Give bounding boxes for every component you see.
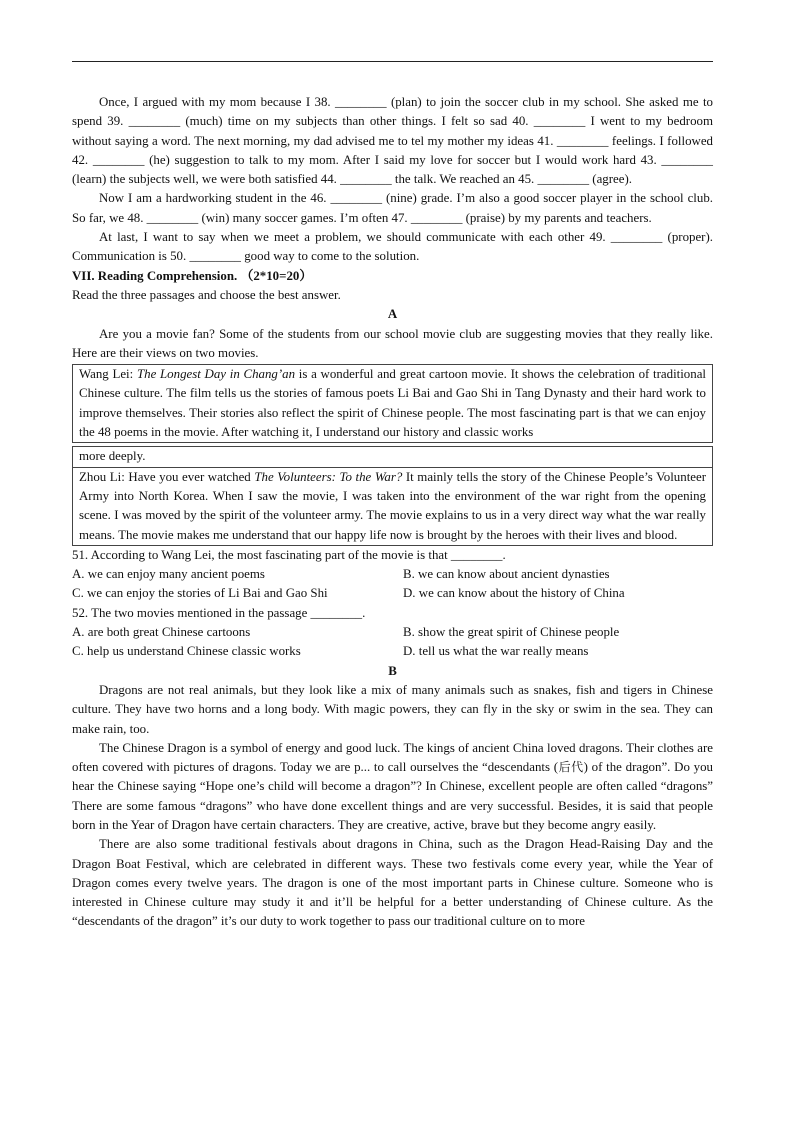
question-52-option-d: D. tell us what the war really means — [403, 644, 589, 659]
question-51-option-a: A. we can enjoy many ancient poems — [72, 567, 265, 582]
question-52-stem: 52. The two movies mentioned in the passage ________. — [72, 605, 366, 620]
zhou-li-review — [79, 468, 706, 545]
wang-lei-movie-title: The Longest Day in Chang’an — [136, 367, 296, 382]
passage-b-paragraph-2-start: The Chinese Dragon is a symbol of energy and good luck. The kings of ancient China loved dragons. Their clothes are often covered with pictures of dragons. Today we are p... to call ourselves the “descendants ( — [72, 740, 713, 775]
question-51-options-row-2 — [72, 584, 713, 603]
question-52-option-c: C. help us understand Chinese classic works — [72, 644, 301, 659]
passage-b-paragraph-2 — [72, 739, 713, 835]
passage-b-paragraph-2-end: ) of the dragon”. Do you hear the Chinese saying “Hope one’s child will become a dragon”? In Chinese, excellent people are often called “dragons” There are some famous “dragons” who have done excellent things and are very successful. Besides, it is said that people born in the Year of Dragon have certain characters. They are creative, active, brave but they become angry easily. — [72, 760, 713, 832]
question-51-stem: 51. According to Wang Lei, the most fascinating part of the movie is that ________. — [72, 547, 506, 562]
question-51-option-c: C. we can enjoy the stories of Li Bai and Gao Shi — [72, 586, 328, 601]
cloze-paragraph-3: At last, I want to say when we meet a problem, we should communicate with each other 49. ________ (proper). Communication is 50. ________ good way to come to the solution. — [72, 230, 713, 264]
zhou-li-movie-title: The Volunteers: To the War? — [254, 469, 403, 484]
question-52-option-b: B. show the great spirit of Chinese people — [403, 625, 620, 640]
wang-lei-continuation: more deeply. — [73, 447, 712, 467]
question-51-option-b: B. we can know about ancient dynasties — [403, 567, 610, 582]
question-51-option-d: D. we can know about the history of China — [403, 586, 625, 601]
header-rule — [72, 61, 713, 62]
section-instruction: Read the three passages and choose the best answer. — [72, 287, 341, 302]
cloze-paragraph-1: Once, I argued with my mom because I 38. ________ (plan) to join the soccer club in my school. She asked me to spend 39. ________ (much) time on my subjects than other things. I felt so sad 40. ________ I went to my bedroom without saying a word. The next morning, my dad advised me to tel my mother my ideas 41. ________ feelings. I followed 42. ________ (he) suggestion to talk to my mom. After I said my love for soccer but I would work hard 43. ________ (learn) the subjects well, we were both satisfied 44. ________ the talk. We reached an 45. ________ (agree). — [72, 95, 713, 187]
wang-lei-box — [72, 364, 713, 443]
section-heading: VII. Reading Comprehension. （2*10=20） — [72, 268, 313, 283]
question-52-options-row-1 — [72, 623, 713, 642]
wang-lei-text: is a wonderful and great cartoon movie. It shows the celebration of traditional Chinese culture. The film tells us the stories of famous poets Li Bai and Gao Shi in Tang Dynasty and their hard work to improve themselves. Their stories also reflect the spirit of Chinese people. The most fascinating part is that we can enjoy the 48 poems in the movie. After watching it, I understand our history and classic works — [79, 367, 707, 440]
wang-lei-review — [79, 365, 706, 442]
question-52-options-row-2 — [72, 642, 713, 661]
passage-b-letter: B — [388, 663, 397, 678]
chinese-gloss: 后代 — [558, 760, 584, 775]
zhou-li-text: It mainly tells the story of the Chinese People’s Volunteer Army into North Korea. When I saw the movie, I was taken into the environment of the war right from the opening scene. I was moved by the spirit of the volunteer army. The movie explains to us in a very direct way what the war really means. The movie makes me understand that our happy life now is brought by the heroes with their lives and blood. — [79, 469, 707, 542]
question-52-option-a: A. are both great Chinese cartoons — [72, 625, 251, 640]
passage-a-letter: A — [387, 307, 398, 322]
passage-b-paragraph-1: Dragons are not real animals, but they look like a mix of many animals such as snakes, fish and tigers in Chinese culture. They have two horns and a long body. With magic powers, they can fly in the sky or swim in the sea. They can make rain, too. — [72, 682, 713, 736]
question-51-options-row-1 — [72, 565, 713, 584]
exam-page — [72, 93, 713, 932]
passage-b-paragraph-3: There are also some traditional festivals about dragons in China, such as the Dragon Head-Raising Day and the Dragon Boat Festival, which are celebrated in different ways. These two festivals come every year, while the Year of Dragon comes every twelve years. The dragon is one of the most important parts in Chinese culture. Someone who is interested in Chinese culture may study it and it’ll be helpful for a better understanding of Chinese culture. As the “descendants of the dragon” it’s our duty to work together to pass our traditional culture on to more — [72, 837, 713, 929]
zhou-li-name: Zhou Li: Have you ever watched — [79, 469, 255, 484]
zhou-li-box — [72, 446, 713, 545]
wang-lei-name: Wang Lei: — [79, 367, 137, 382]
passage-a-intro: Are you a movie fan? Some of the students from our school movie club are suggesting movies that they really like. Here are their views on two movies. — [72, 326, 713, 360]
cloze-paragraph-2: Now I am a hardworking student in the 46. ________ (nine) grade. I’m also a good soccer player in the school club. So far, we 48. ________ (win) many soccer games. I’m often 47. ________ (praise) by my parents and teachers. — [72, 191, 713, 225]
